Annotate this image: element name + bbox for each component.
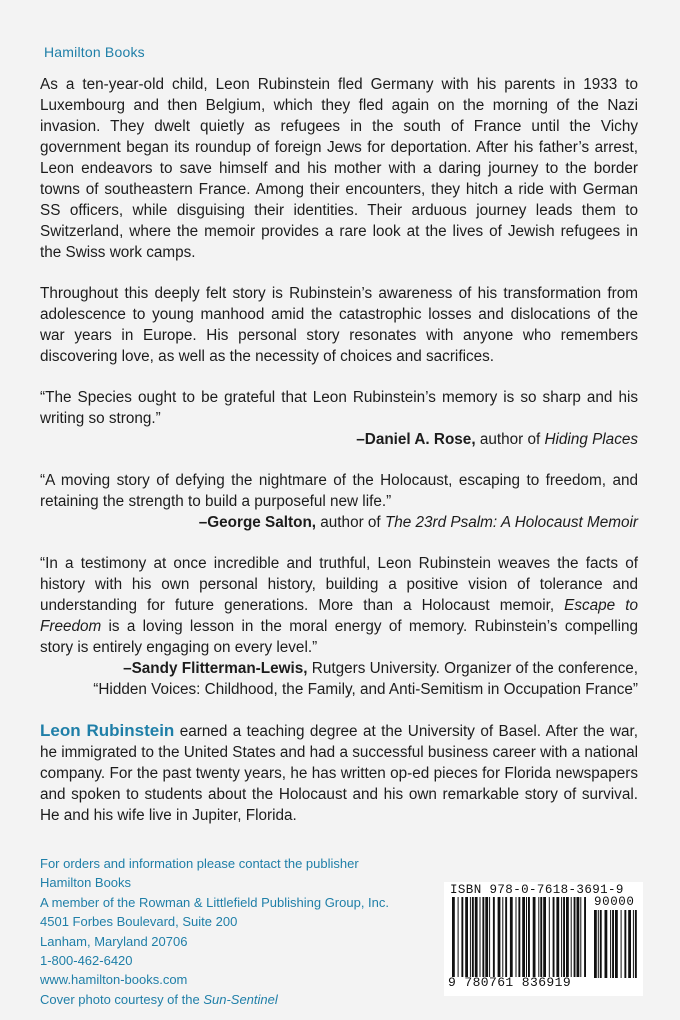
barcode-bar <box>540 897 542 977</box>
barcode-bar <box>598 910 599 978</box>
barcode-bar <box>528 897 530 977</box>
barcode-bar <box>621 910 622 978</box>
endorsement-salton <box>40 470 638 533</box>
contact-parent-company: A member of the Rowman & Littlefield Publishing Group, Inc. <box>40 894 390 910</box>
barcode-bar <box>584 897 586 977</box>
barcode-bar <box>480 897 481 977</box>
endorsement-text <box>40 553 638 658</box>
barcode-bar <box>577 897 580 977</box>
barcode-bar <box>594 910 597 978</box>
endorsement-flitterman-lewis <box>40 553 638 700</box>
isbn-barcode <box>444 882 643 996</box>
barcode-bar <box>472 897 474 977</box>
synopsis-paragraph-1: As a ten-year-old child, Leon Rubinstein fled Germany with his parents in 1933 to Luxembourg and then Belgium, which they fled again on the morning of the Nazi invasion. They dwelt quietly as refugees in the south of France until the Vichy government began its roundup of foreign Jews for deportation. After his father’s arrest, Leon endeavors to save himself and his mother with a daring journey to the border towns of southeastern France. Among their encounters, they hitch a ride with German SS officers, while disguising their identities. Their arduous journey leads them to Switzerland, where the memoir provides a rare look at the lives of Jewish refugees in the Swiss work camps. <box>40 76 638 261</box>
price-code-text: 90000 <box>594 895 635 909</box>
endorser-book: The 23rd Psalm: A Holocaust Memoir <box>384 514 638 531</box>
barcode-bar <box>533 897 536 977</box>
endorsement-attribution <box>40 512 638 533</box>
barcode-bar <box>556 897 559 977</box>
ean-barcode-bars <box>452 897 588 977</box>
author-bio-text: earned a teaching degree at the University of Basel. After the war, he immigrated to the United States and had a successful business career with a national company. For the past twenty years, he has written op-ed pieces for Florida newspapers and spoken to students about the Holocaust and his own remarkable story of survival. He and his wife live in Jupiter, Florida. <box>40 723 638 824</box>
endorsement-text: “A moving story of defying the nightmare of the Holocaust, escaping to freedom, and retaining the strength to build a purposeful new life.” <box>40 472 638 510</box>
barcode-bar <box>566 897 569 977</box>
author-bio <box>40 720 638 826</box>
barcode-bar <box>538 897 539 977</box>
barcode-bar <box>574 897 576 977</box>
publisher-name-top: Hamilton Books <box>44 44 145 60</box>
barcode-bar <box>522 897 525 977</box>
barcode-bar <box>549 897 550 977</box>
barcode-bar <box>561 897 562 977</box>
photo-credit-prefix: Cover photo courtesy of the <box>40 991 204 1007</box>
contact-city: Lanham, Maryland 20706 <box>40 933 188 949</box>
barcode-bar <box>605 910 608 978</box>
barcode-bar <box>571 897 572 977</box>
endorser-name: –Daniel A. Rose, <box>356 431 476 448</box>
barcode-bar <box>489 897 490 977</box>
barcode-bar <box>516 897 517 977</box>
barcode-bar <box>461 897 463 977</box>
endorser-role: Rutgers University. Organizer of the conference, <box>307 660 638 677</box>
endorsement-text: “The Species ought to be grateful that Leon Rubinstein’s memory is so sharp and his writing so strong.” <box>40 389 638 427</box>
barcode-bar <box>510 897 513 977</box>
endorser-role: author of <box>475 431 545 448</box>
barcode-bar <box>465 897 468 977</box>
barcode-bar <box>635 910 637 978</box>
barcode-bar <box>610 910 611 978</box>
barcode-bar <box>452 897 455 977</box>
synopsis-paragraph-2: Throughout this deeply felt story is Rubinstein’s awareness of his transformation from adolescence to young manhood amid the catastrophic losses and dislocations of the war years in Europe. His personal story resonates with anyone who remembers discovering love, as well as the necessity of choices and sacrifices. <box>40 285 638 365</box>
barcode-bar <box>612 910 614 978</box>
contact-intro: For orders and information please contact the publisher <box>40 856 359 871</box>
author-name: Leon Rubinstein <box>40 721 175 740</box>
barcode-bar <box>633 910 634 978</box>
book-title: Escape to Freedom <box>40 597 639 635</box>
barcode-bar <box>526 897 527 977</box>
barcode-bar <box>458 897 459 977</box>
barcode-bar <box>563 897 565 977</box>
publisher-contact <box>40 854 440 1009</box>
barcode-bar <box>580 897 581 977</box>
barcode-bar <box>615 910 618 978</box>
barcode-bar <box>475 897 478 977</box>
barcode-bar <box>498 897 501 977</box>
barcode-bar <box>485 897 488 977</box>
photo-credit <box>40 990 440 1009</box>
contact-website[interactable]: www.hamilton-books.com <box>40 972 188 988</box>
ean-digits: 9 780761 836919 <box>448 975 572 990</box>
barcode-bar <box>470 897 471 977</box>
barcode-bar <box>553 897 555 977</box>
barcode-bar <box>543 897 546 977</box>
endorser-role: author of <box>316 514 385 531</box>
endorsement-attribution <box>40 658 638 679</box>
conference-name: “Hidden Voices: Childhood, the Family, and Anti-Semitism in Occupation France” <box>93 681 638 698</box>
contact-street: 4501 Forbes Boulevard, Suite 200 <box>40 914 238 930</box>
back-cover-text <box>40 74 638 826</box>
barcode-bar <box>502 897 503 977</box>
barcode-bar <box>505 897 507 977</box>
endorser-book: Hiding Places <box>544 431 638 448</box>
isbn-text: ISBN 978-0-7618-3691-9 <box>450 883 624 897</box>
barcode-bar <box>624 910 626 978</box>
endorsement-attribution <box>40 429 638 450</box>
barcode-bar <box>493 897 495 977</box>
endorser-name: –Sandy Flitterman-Lewis, <box>123 660 308 677</box>
barcode-bar <box>482 897 484 977</box>
barcode-bar <box>518 897 520 977</box>
endorser-name: –George Salton, <box>198 514 317 531</box>
endorsement-text-start: “In a testimony at once incredible and truthful, Leon Rubinstein weaves the facts of history with his own personal history, building a positive vision of tolerance and understanding for future generations. More than a Holocaust memoir, <box>40 555 638 614</box>
price-barcode-bars <box>594 910 638 978</box>
endorsement-rose <box>40 387 638 450</box>
contact-publisher: Hamilton Books <box>40 875 132 891</box>
contact-phone: 1-800-462-6420 <box>40 953 133 969</box>
barcode-bar <box>628 910 631 978</box>
barcode-bar <box>600 910 602 978</box>
photo-credit-source: Sun-Sentinel <box>203 991 278 1007</box>
endorsement-text-end: is a loving lesson in the moral energy of memory. Rubinstein’s compelling story is entirely engaging on every level.” <box>40 618 638 656</box>
